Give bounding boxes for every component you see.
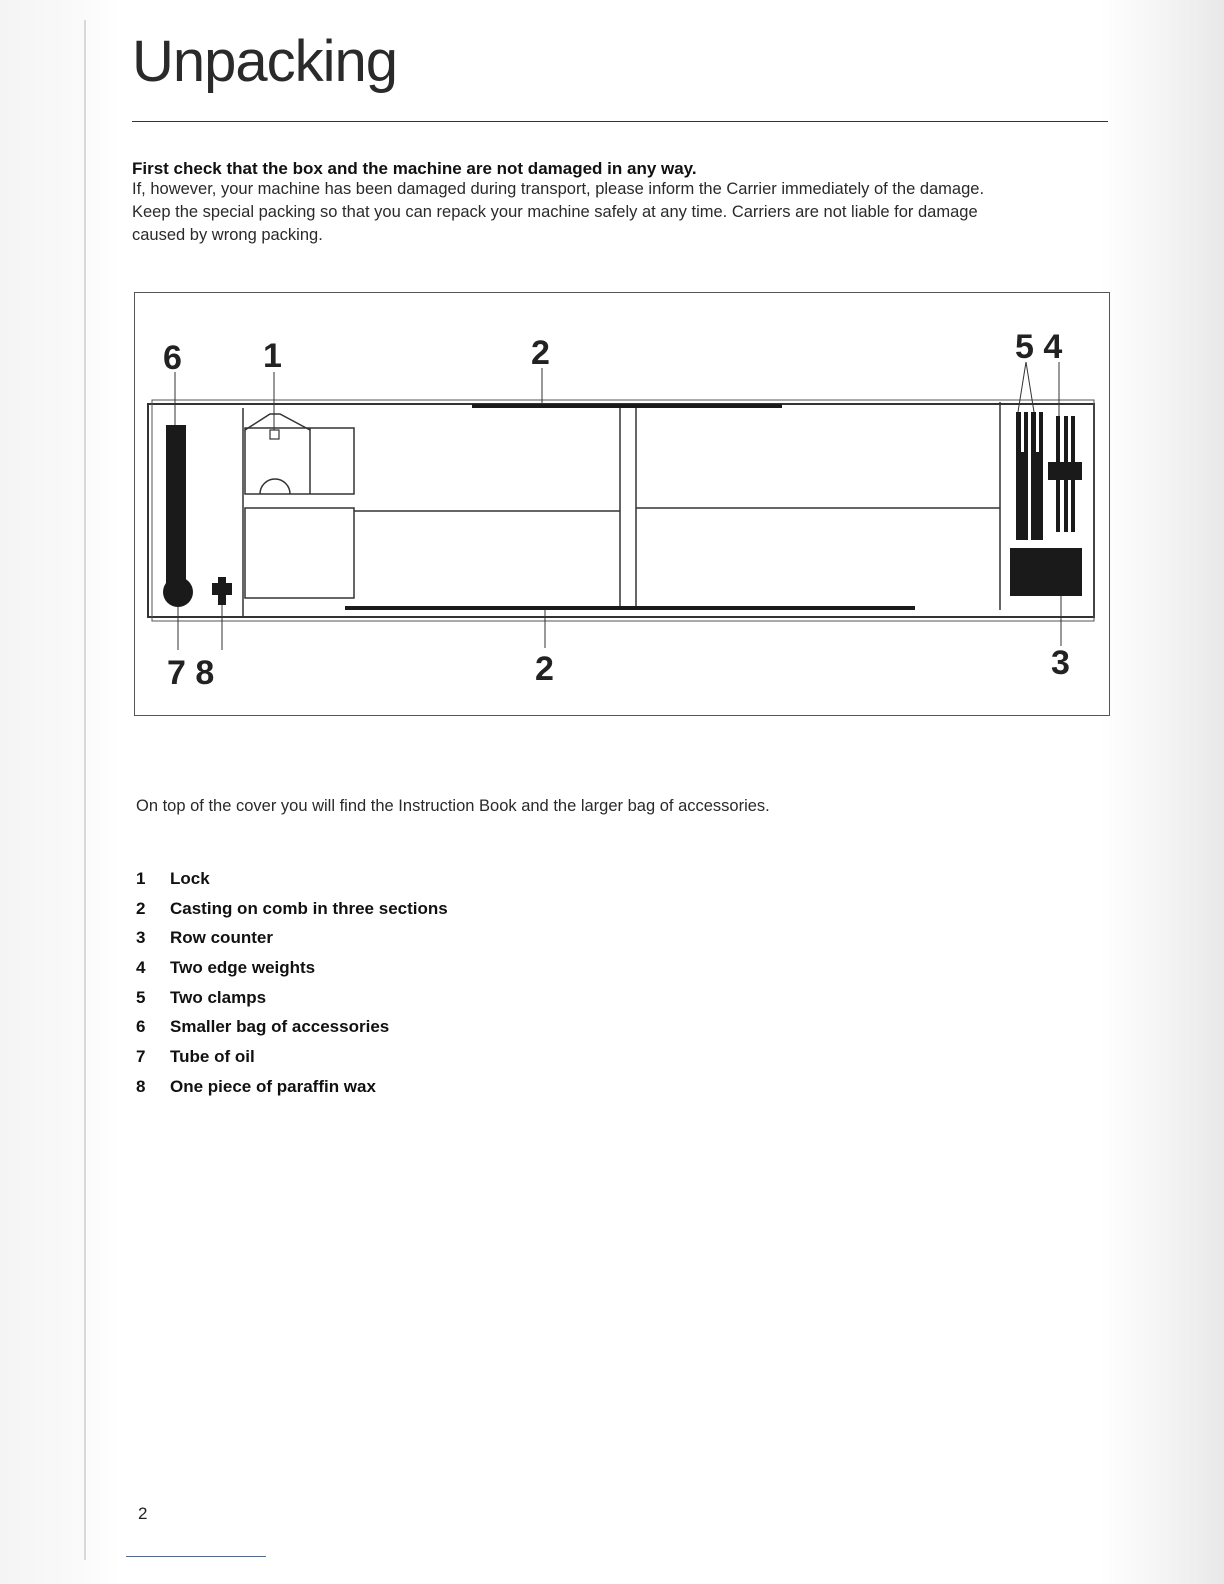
paragraph-line: caused by wrong packing. — [132, 226, 323, 244]
paraffin-wax — [212, 577, 232, 605]
lock-knob — [270, 430, 279, 439]
page-title: Unpacking — [132, 29, 398, 94]
list-item: 1 Lock — [136, 868, 210, 888]
paragraph-line: If, however, your machine has been damaged during transport, please inform the Carrier immediately of the damage. — [132, 180, 985, 198]
machine-outline — [148, 404, 1094, 617]
paragraph-line: Keep the special packing so that you can repack your machine safely at any time. Carriers are not liable for damage — [132, 203, 978, 221]
edge-weight-bar — [1048, 462, 1082, 480]
list-item: 8 One piece of paraffin wax — [136, 1076, 376, 1096]
diagram-caption: On top of the cover you will find the Instruction Book and the larger bag of accessories. — [136, 797, 770, 815]
callout-6: 6 — [163, 339, 182, 377]
casting-comb-bottom — [345, 606, 915, 610]
packing-diagram — [0, 0, 1224, 760]
callout-1: 1 — [263, 337, 282, 375]
list-item: 4 Two edge weights — [136, 957, 316, 977]
machine-outer-outline — [152, 400, 1094, 621]
page-number: 2 — [138, 1504, 148, 1523]
casting-comb-top — [472, 404, 782, 408]
list-item: 6 Smaller bag of accessories — [136, 1017, 390, 1037]
accessory-bag-small — [166, 425, 186, 588]
callout-7-8: 7 8 — [167, 654, 215, 692]
oil-tube — [163, 577, 193, 607]
clamp-slot — [1021, 412, 1024, 452]
lock-base — [245, 508, 354, 598]
row-counter — [1010, 548, 1082, 596]
lead-heading: First check that the box and the machine are not damaged in any way. — [132, 159, 697, 178]
clamp-slot — [1036, 412, 1039, 452]
callout-2-top: 2 — [531, 334, 550, 372]
parts-legend — [136, 864, 448, 1102]
list-item: 5 Two clamps — [136, 987, 267, 1007]
lock-body — [245, 428, 354, 494]
callout-2-bottom: 2 — [535, 650, 554, 688]
callout-5-4: 5 4 — [1015, 328, 1063, 366]
bottom-rule — [126, 1556, 266, 1557]
callout-3: 3 — [1051, 644, 1070, 682]
list-item: 7 Tube of oil — [136, 1046, 255, 1066]
list-item: 3 Row counter — [136, 928, 273, 948]
list-item: 2 Casting on comb in three sections — [136, 898, 448, 918]
lock-arc — [260, 479, 290, 494]
